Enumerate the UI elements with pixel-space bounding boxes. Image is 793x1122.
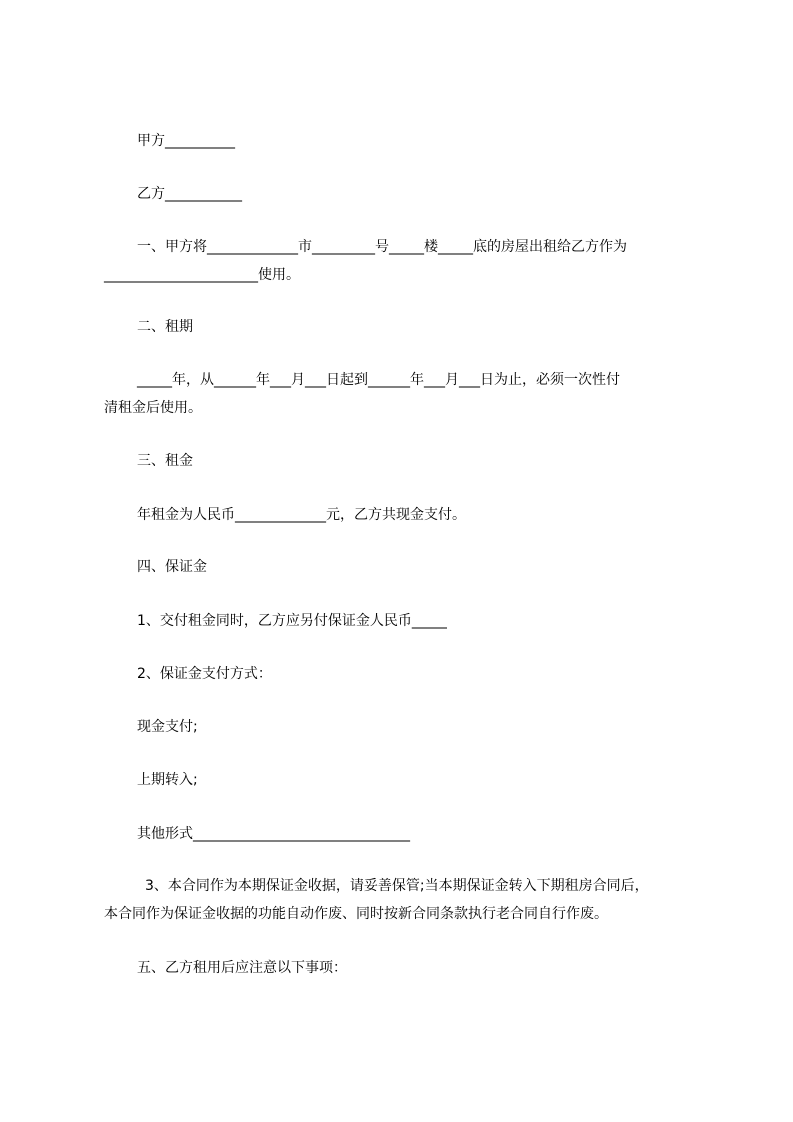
payment-option-other: 其他形式_______________________________ xyxy=(137,826,410,842)
clause-3-heading: 三、租金 xyxy=(137,453,193,469)
clause-5-heading: 五、乙方租用后应注意以下事项： xyxy=(137,960,347,976)
clause-2-line-1: _____年，从______年___月___日起到______年___月___日为止，必须一次性付 xyxy=(137,372,620,388)
clause-2-line-2: 清租金后使用。 xyxy=(104,400,202,416)
payment-option-cash: 现金支付; xyxy=(137,719,198,735)
clause-1-line-2: ______________________使用。 xyxy=(104,267,300,283)
clause-4-item-3-line-2: 本合同作为保证金收据的功能自动作废、同时按新合同条款执行老合同自行作废。 xyxy=(104,906,608,922)
party-b-line: 乙方___________ xyxy=(137,186,242,202)
clause-4-item-3-line-1: 3、本合同作为本期保证金收据，请妥善保管;当本期保证金转入下期租房合同后， xyxy=(145,878,649,894)
payment-option-transfer: 上期转入; xyxy=(137,772,198,788)
party-a-line: 甲方__________ xyxy=(137,133,235,149)
clause-3-text: 年租金为人民币_____________元，乙方共现金支付。 xyxy=(137,507,466,523)
clause-1-line-1: 一、甲方将_____________市_________号_____楼_____底的房屋出租给乙方作为 xyxy=(137,239,627,255)
clause-2-heading: 二、租期 xyxy=(137,319,193,335)
clause-4-heading: 四、保证金 xyxy=(137,559,207,575)
clause-4-item-2: 2、保证金支付方式： xyxy=(137,666,272,682)
clause-4-item-1: 1、交付租金同时，乙方应另付保证金人民币_____ xyxy=(137,613,447,629)
